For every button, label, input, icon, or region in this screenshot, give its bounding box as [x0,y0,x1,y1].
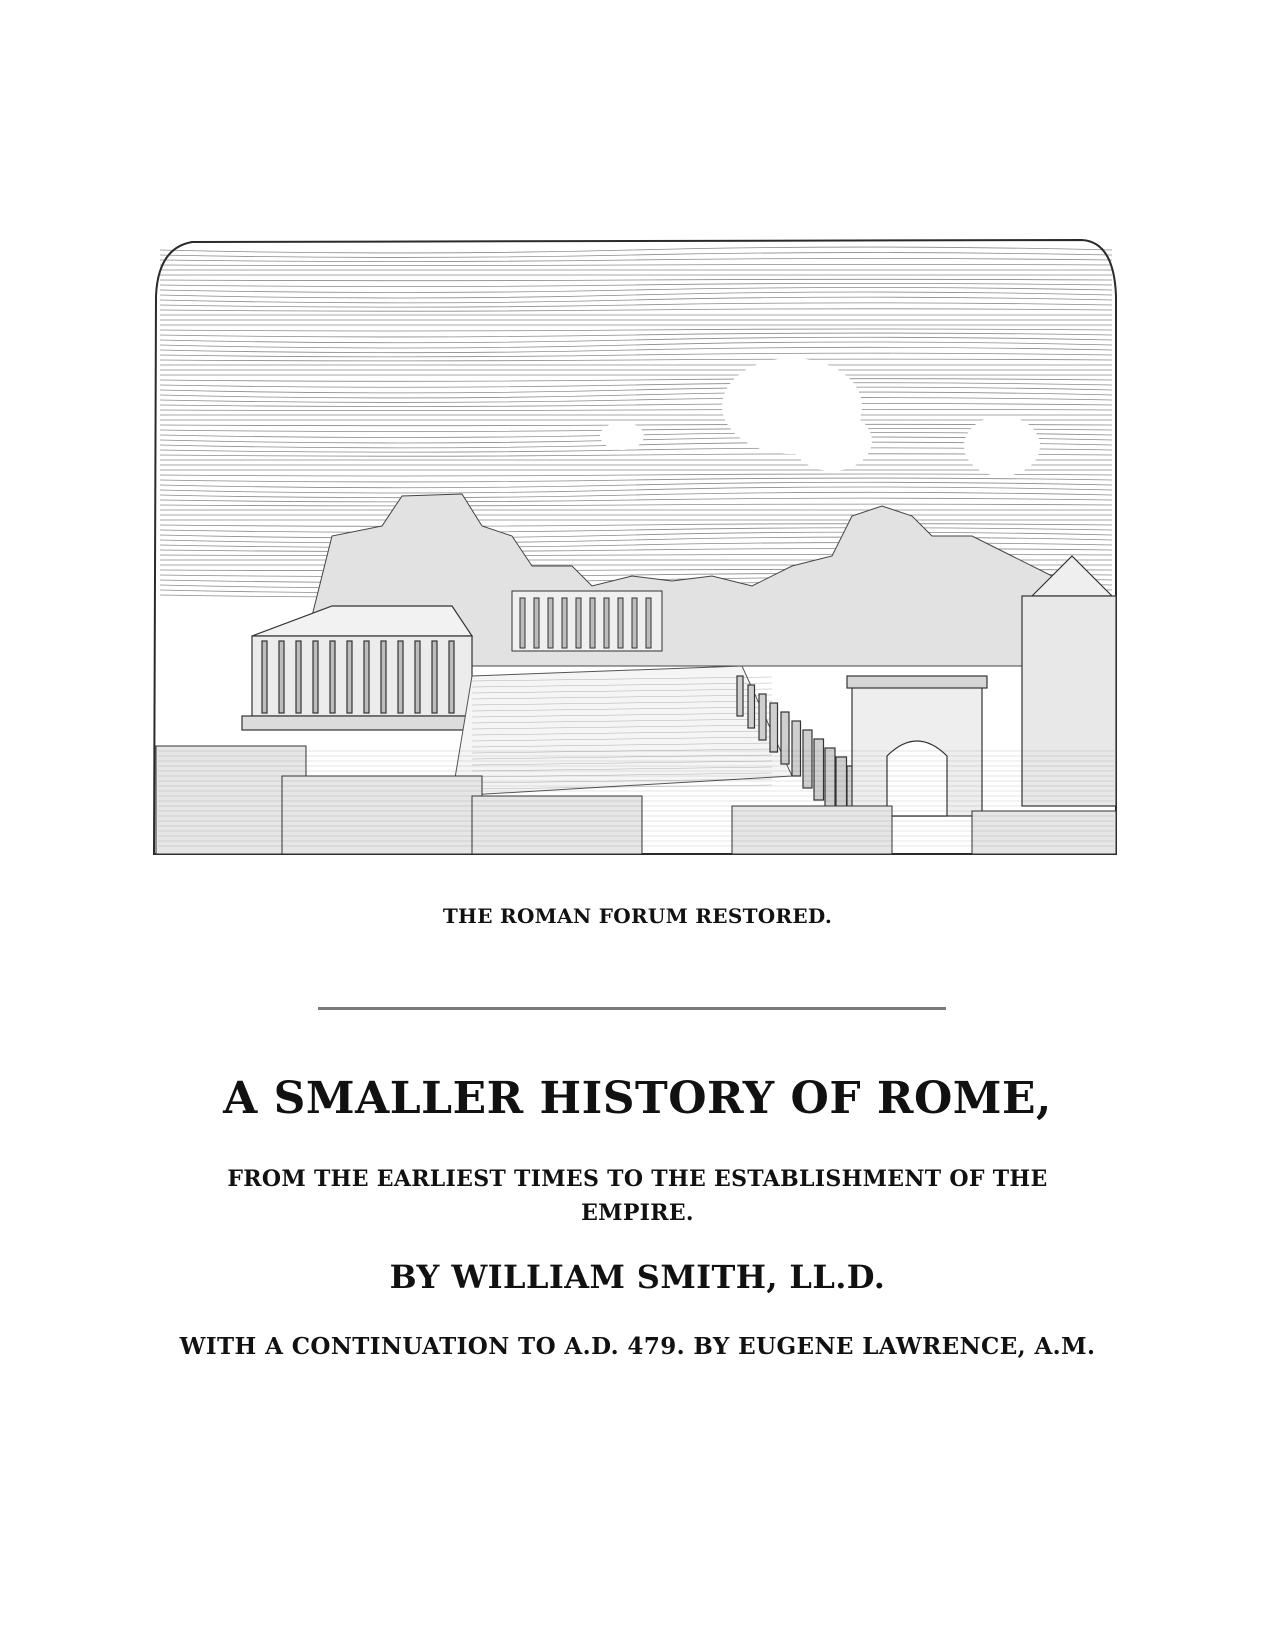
central-basilica [512,591,662,651]
author-line: BY WILLIAM SMITH, LL.D. [389,1258,886,1296]
frontispiece-illustration [152,236,1120,858]
illustration-caption: THE ROMAN FORUM RESTORED. [442,904,833,928]
continuation-line: WITH A CONTINUATION TO A.D. 479. BY EUGENE LAWRENCE, A.M. [179,1333,1096,1360]
book-title: A SMALLER HISTORY OF ROME, [223,1073,1052,1124]
book-subtitle: FROM THE EARLIEST TIMES TO THE ESTABLISHMENT OF THE EMPIRE. [227,1166,1048,1226]
roman-forum-engraving [152,236,1120,858]
divider-rule [318,1007,946,1010]
